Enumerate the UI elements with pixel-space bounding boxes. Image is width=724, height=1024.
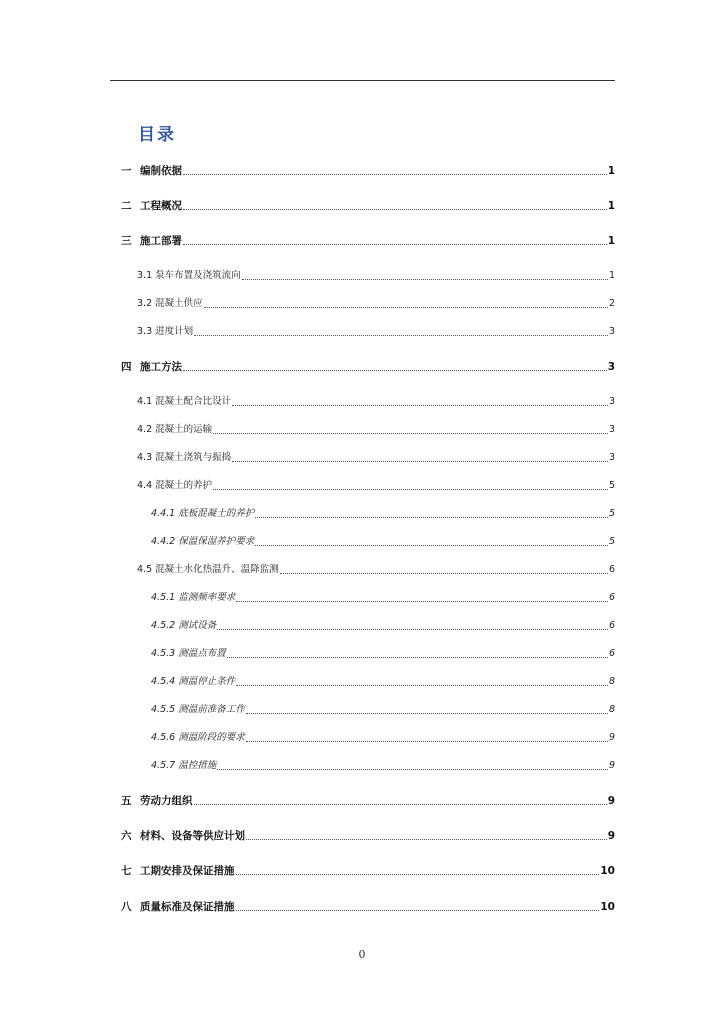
dot-leader: [232, 461, 608, 462]
toc-entry-page: 5: [608, 508, 615, 519]
toc-entry-number: 二: [121, 200, 132, 212]
toc-entry-text: 劳动力组织: [140, 795, 193, 807]
toc-entry-chapter-6[interactable]: [121, 828, 615, 844]
toc-entry-page: 1: [608, 270, 615, 281]
dot-leader: [236, 685, 608, 686]
toc-entry-text: 4.5.4 测温停止条件: [151, 676, 236, 687]
toc-entry-chapter-8[interactable]: [121, 899, 615, 915]
toc-entry-text: 4.3 混凝土浇筑与振捣: [137, 452, 232, 463]
dot-leader: [242, 279, 608, 280]
toc-entry-subsection-4-5-7[interactable]: [151, 758, 615, 774]
toc-entry-page: 10: [600, 901, 615, 913]
toc-entry-page: 9: [607, 795, 615, 807]
toc-entry-label: [121, 899, 235, 915]
toc-entry-text: 4.2 混凝土的运输: [137, 424, 213, 435]
dot-leader: [183, 370, 607, 371]
toc-entry-page: 5: [608, 536, 615, 547]
toc-entry-number: 三: [121, 235, 132, 247]
dot-leader: [255, 545, 608, 546]
toc-entry-subsection-4-5-4[interactable]: [151, 674, 615, 690]
dot-leader: [246, 741, 608, 742]
toc-title: 目录: [138, 125, 176, 145]
dot-leader: [217, 629, 608, 630]
toc-entry-label: [121, 793, 193, 809]
dot-leader: [236, 874, 600, 875]
dot-leader: [236, 601, 608, 602]
toc-entry-text: 3.1 泵车布置及浇筑流向: [137, 270, 241, 281]
toc-entry-text: 4.5 混凝土水化热温升、温降监测: [137, 564, 279, 575]
toc-entry-chapter-7[interactable]: [121, 863, 615, 879]
toc-entry-chapter-2[interactable]: [121, 198, 615, 214]
toc-entry-text: 工期安排及保证措施: [140, 865, 235, 877]
dot-leader: [246, 713, 608, 714]
toc-entry-text: 4.4.2 保温保湿养护要求: [151, 536, 255, 547]
toc-entry-page: 10: [600, 865, 615, 877]
toc-entry-chapter-3[interactable]: [121, 233, 615, 249]
toc-entry-page: 3: [608, 452, 615, 463]
toc-entry-chapter-4[interactable]: [121, 359, 615, 375]
toc-entry-page: 6: [608, 564, 615, 575]
toc-entry-text: 施工部署: [140, 235, 182, 247]
toc-entry-text: 4.5.5 测温前准备工作: [151, 704, 245, 715]
toc-entry-section-3-2[interactable]: [137, 296, 615, 312]
toc-entry-section-4-4[interactable]: [137, 478, 615, 494]
toc-entry-number: 四: [121, 361, 132, 373]
toc-entry-text: 工程概况: [140, 200, 182, 212]
toc-entry-subsection-4-4-1[interactable]: [151, 506, 615, 522]
toc-entry-section-3-1[interactable]: [137, 268, 615, 284]
dot-leader: [236, 910, 600, 911]
dot-leader: [213, 489, 608, 490]
toc-entry-text: 4.5.1 监测频率要求: [151, 592, 236, 603]
toc-entry-page: 9: [607, 830, 615, 842]
toc-entry-section-4-5[interactable]: [137, 562, 615, 578]
dot-leader: [204, 307, 608, 308]
toc-entry-text: 4.5.6 测温阶段的要求: [151, 732, 245, 743]
toc-entry-section-4-3[interactable]: [137, 450, 615, 466]
toc-entry-text: 施工方法: [140, 361, 182, 373]
toc-entry-page: 3: [607, 361, 615, 373]
toc-entry-page: 1: [607, 165, 615, 177]
toc-entry-page: 3: [608, 396, 615, 407]
toc-entry-chapter-5[interactable]: [121, 793, 615, 809]
toc-entry-number: 一: [121, 165, 132, 177]
toc-entry-section-4-1[interactable]: [137, 394, 615, 410]
dot-leader: [183, 244, 607, 245]
toc-entry-text: 4.1 混凝土配合比设计: [137, 396, 232, 407]
toc-entry-text: 3.2 混凝土供应: [137, 298, 203, 309]
toc-entry-page: 3: [608, 326, 615, 337]
toc-entry-label: [121, 828, 245, 844]
toc-entry-label: [121, 359, 182, 375]
toc-entry-text: 材料、设备等供应计划: [140, 830, 245, 842]
dot-leader: [217, 769, 608, 770]
toc-entry-subsection-4-5-6[interactable]: [151, 730, 615, 746]
toc-entry-text: 4.4.1 底板混凝土的养护: [151, 508, 255, 519]
toc-entry-number: 五: [121, 795, 132, 807]
toc-entry-page: 6: [608, 620, 615, 631]
dot-leader: [255, 517, 608, 518]
toc-entry-subsection-4-5-1[interactable]: [151, 590, 615, 606]
toc-entry-subsection-4-5-5[interactable]: [151, 702, 615, 718]
toc-entry-page: 1: [607, 200, 615, 212]
toc-entry-text: 3.3 进度计划: [137, 326, 194, 337]
toc-entry-text: 4.5.2 测试设备: [151, 620, 217, 631]
dot-leader: [183, 174, 607, 175]
dot-leader: [246, 839, 607, 840]
toc-entry-label: [121, 233, 182, 249]
toc-entry-subsection-4-5-3[interactable]: [151, 646, 615, 662]
toc-entry-text: 4.4 混凝土的养护: [137, 480, 213, 491]
toc-entry-section-3-3[interactable]: [137, 324, 615, 340]
toc-entry-page: 5: [608, 480, 615, 491]
toc-entry-text: 编制依据: [140, 165, 182, 177]
toc-entry-label: [121, 163, 182, 179]
toc-entry-text: 4.5.3 测温点布置: [151, 648, 226, 659]
toc-entry-number: 八: [121, 901, 132, 913]
dot-leader: [232, 405, 608, 406]
toc-entry-subsection-4-4-2[interactable]: [151, 534, 615, 550]
dot-leader: [227, 657, 608, 658]
toc-entry-label: [121, 863, 235, 879]
dot-leader: [280, 573, 608, 574]
dot-leader: [183, 209, 607, 210]
dot-leader: [213, 433, 608, 434]
toc-entry-section-4-2[interactable]: [137, 422, 615, 438]
dot-leader: [194, 335, 608, 336]
toc-entry-label: [121, 198, 182, 214]
toc-entry-page: 9: [608, 732, 615, 743]
toc-entry-page: 6: [608, 648, 615, 659]
toc-entry-text: 质量标准及保证措施: [140, 901, 235, 913]
toc-entry-page: 3: [608, 424, 615, 435]
toc-entry-chapter-1[interactable]: [121, 163, 615, 179]
footer-page-number: 0: [358, 948, 366, 961]
toc-entry-page: 1: [607, 235, 615, 247]
toc-entry-page: 2: [608, 298, 615, 309]
toc-entry-page: 8: [608, 676, 615, 687]
toc-entry-page: 9: [608, 760, 615, 771]
toc-entry-number: 六: [121, 830, 132, 842]
toc-entry-subsection-4-5-2[interactable]: [151, 618, 615, 634]
toc-entry-number: 七: [121, 865, 132, 877]
toc-entry-page: 6: [608, 592, 615, 603]
toc-entry-text: 4.5.7 温控措施: [151, 760, 217, 771]
toc-entry-page: 8: [608, 704, 615, 715]
dot-leader: [194, 804, 607, 805]
